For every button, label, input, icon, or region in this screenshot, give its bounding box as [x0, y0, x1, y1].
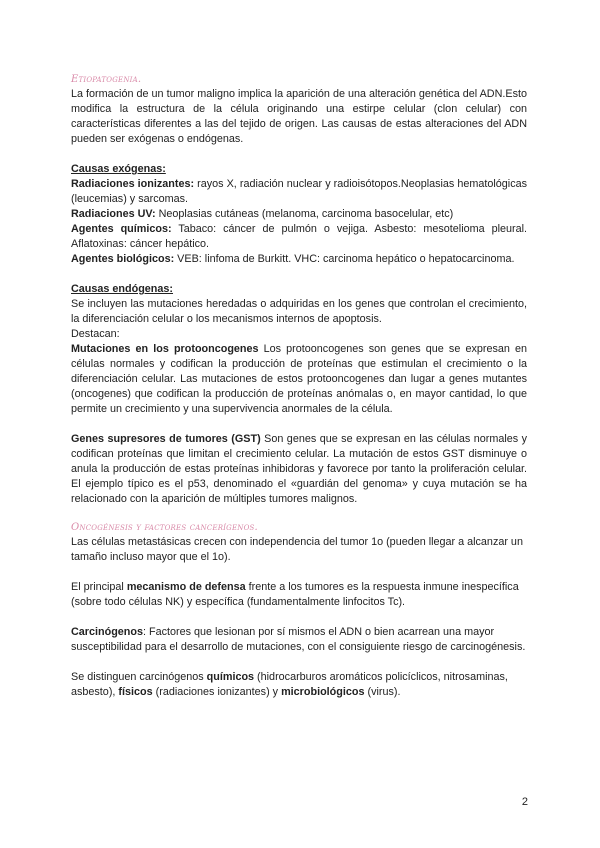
- heading-causas-exogenas: Causas exógenas:: [71, 163, 166, 175]
- item-text: Neoplasias cutáneas (melanoma, carcinoma basocelular, etc): [155, 208, 454, 220]
- exogenous-item-1: [71, 177, 527, 207]
- term-quimicos: químicos: [206, 671, 255, 683]
- document-page: [71, 72, 527, 700]
- term-gst: Genes supresores de tumores (GST): [71, 433, 261, 445]
- text-span: (hidrocarburos aromáticos policíclicos, nitrosaminas, asbesto),: [71, 671, 508, 698]
- carcinogenos-paragraph: [71, 625, 527, 655]
- section-title-oncogenesis: Oncogénesis y factores cancerígenos.: [71, 522, 258, 533]
- endogenous-intro: Se incluyen las mutaciones heredadas o adquiridas en los genes que controlan el crecimiento, la diferenciación celular o los mecanismos internos de apoptosis.: [71, 298, 527, 325]
- text-span: frente a los tumores es la respuesta inmune inespecífica (sobre todo células NK) y específica (fundamentalmente linfocitos Tc).: [71, 581, 519, 608]
- term-radiaciones-uv: Radiaciones UV:: [71, 208, 156, 220]
- item-text: VEB: linfoma de Burkitt. VHC: carcinoma hepático o hepatocarcinoma.: [174, 253, 515, 265]
- exogenous-item-3: [71, 222, 527, 252]
- text-span: : Factores que lesionan por sí mismos el ADN o bien acarrean una mayor susceptibilidad para el desarrollo de mutaciones, con el consiguiente riesgo de carcinogénesis.: [71, 626, 526, 653]
- exogenous-item-2: [71, 207, 527, 222]
- text-span: Se distinguen carcinógenos: [71, 671, 207, 683]
- item-text: Tabaco: cáncer de pulmón o vejiga. Asbesto: mesotelioma pleural. Aflatoxinas: cáncer hepático.: [71, 223, 527, 250]
- item-text: rayos X, radiación nuclear y radioisótopos.Neoplasias hematológicas (leucemias) y sarcomas.: [71, 178, 527, 205]
- section-title-etiopatogenia: Etiopatogenia.: [71, 74, 142, 85]
- intro-paragraph: La formación de un tumor maligno implica la aparición de una alteración genética del ADN.Esto modifica la estructura de la célula originando una estirpe celular (clon celular) con características diferentes a las del tejido de origen. Las causas de estas alteraciones del ADN pueden ser exógenas o endógenas.: [71, 88, 527, 145]
- gst-paragraph: [71, 432, 527, 507]
- protooncogenes-paragraph: [71, 342, 527, 417]
- term-agentes-biologicos: Agentes biológicos:: [71, 253, 175, 265]
- destacan-label: Destacan:: [71, 328, 120, 340]
- term-agentes-quimicos: Agentes químicos:: [71, 223, 172, 235]
- term-mecanismo-defensa: mecanismo de defensa: [126, 581, 246, 593]
- term-protooncogenes: Mutaciones en los protooncogenes: [71, 343, 259, 355]
- metastasis-paragraph: Las células metastásicas crecen con independencia del tumor 1o (pueden llegar a alcanzar un tamaño incluso mayor que el 1o).: [71, 536, 523, 563]
- term-carcinogenos: Carcinógenos: [71, 626, 143, 638]
- page-number: 2: [521, 796, 528, 808]
- term-fisicos: físicos: [118, 686, 153, 698]
- term-microbiologicos: microbiológicos: [281, 686, 365, 698]
- paragraph-text: Los protooncogenes son genes que se expresan en células normales y codifican la producción de proteínas que estimulan el crecimiento o la diferenciación celular. Las mutaciones de estos protooncogenes dan lugar a genes mutantes (oncogenes) que codifican la producción de proteínas anómalas o, en mayor cantidad, lo que permite un crecimiento y una supervivencia anormales de la célula.: [71, 343, 527, 415]
- carcinogen-types-paragraph: [71, 670, 527, 700]
- text-span: El principal: [71, 581, 127, 593]
- term-radiaciones-ionizantes: Radiaciones ionizantes:: [71, 178, 195, 190]
- text-span: (radiaciones ionizantes) y: [152, 686, 282, 698]
- defense-paragraph: [71, 580, 527, 610]
- text-span: (virus).: [364, 686, 401, 698]
- paragraph-text: Son genes que se expresan en las células normales y codifican proteínas que limitan el crecimiento celular. La mutación de estos GST disminuye o anula la producción de estas proteínas inhibidoras y favorece por tanto la proliferación celular. El ejemplo típico es el p53, denominado el «guardián del genoma» y cuya mutación se ha relacionado con la aparición de múltiples tumores malignos.: [71, 433, 527, 505]
- exogenous-item-4: [71, 252, 527, 267]
- heading-causas-endogenas: Causas endógenas:: [71, 283, 174, 295]
